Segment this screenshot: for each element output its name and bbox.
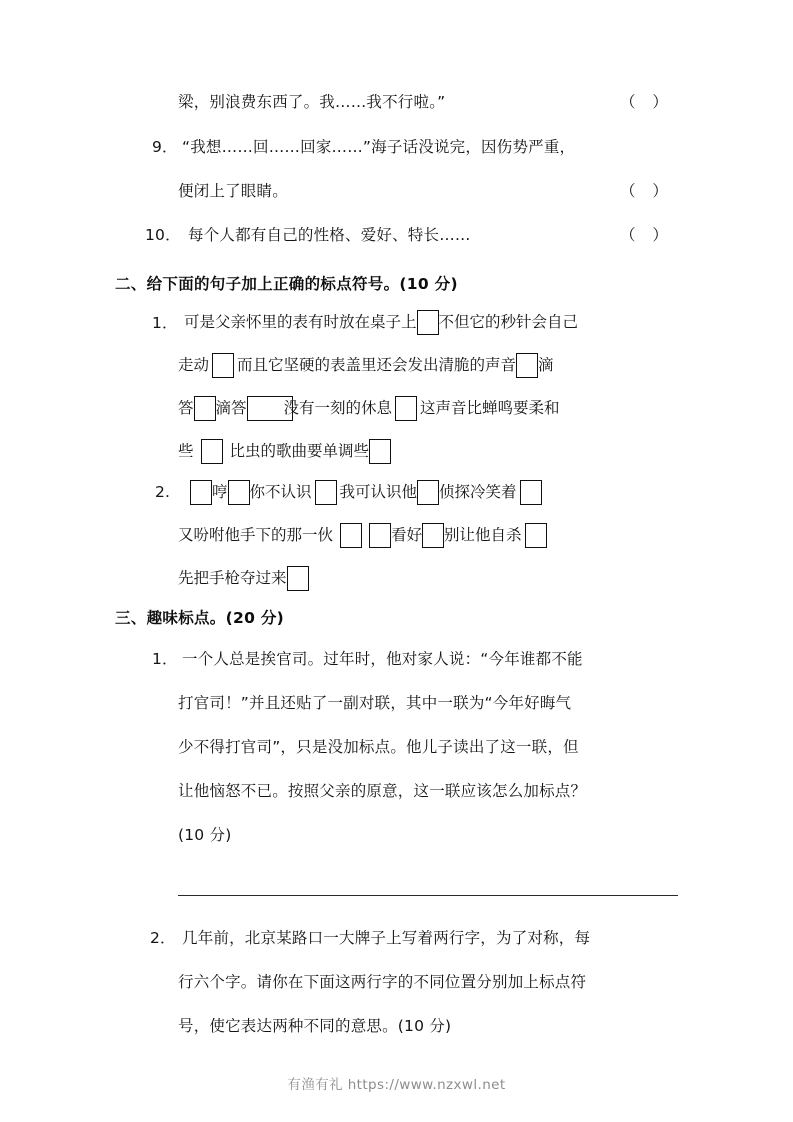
sentence-fragment: 滴答 <box>215 398 247 417</box>
fill-in-line[interactable] <box>178 523 550 548</box>
punctuation-answer-box[interactable] <box>315 480 337 505</box>
punctuation-answer-box[interactable] <box>190 480 212 505</box>
sentence-fragment: 些 <box>178 441 194 460</box>
fill-in-line[interactable] <box>178 396 560 421</box>
punctuation-answer-box[interactable] <box>194 396 216 421</box>
fill-in-line[interactable] <box>178 480 545 505</box>
sentence-fragment: 又吩咐他手下的那一伙 <box>178 525 334 544</box>
question-number: 1． <box>152 314 178 332</box>
question-text: 行六个字。请你在下面这两行字的不同位置分别加上标点符 <box>178 973 587 991</box>
sentence-fragment: 你不认识 <box>249 482 312 501</box>
judge-paren: （ ） <box>620 93 674 111</box>
question-number: 2. <box>155 483 171 501</box>
question-text: 号，使它表达两种不同的意思。(10 分) <box>178 1017 452 1035</box>
punctuation-answer-box[interactable] <box>520 480 542 505</box>
punctuation-answer-box[interactable] <box>212 353 234 378</box>
sentence-fragment: 答 <box>178 398 194 417</box>
carryover-line: 梁，别浪费东西了。我……我不行啦。” <box>178 93 446 111</box>
question-number: 2． <box>150 929 176 947</box>
punctuation-answer-box[interactable] <box>395 396 417 421</box>
punctuation-answer-box[interactable] <box>287 566 309 591</box>
judge-paren: （ ） <box>620 226 674 244</box>
punctuation-answer-box[interactable] <box>201 439 223 464</box>
punctuation-answer-box[interactable] <box>228 480 250 505</box>
punctuation-answer-box[interactable] <box>369 523 391 548</box>
section-two-heading: 二、给下面的句子加上正确的标点符号。(10 分) <box>115 275 458 293</box>
section-three-heading: 三、趣味标点。(20 分) <box>115 609 285 627</box>
punctuation-answer-box[interactable] <box>516 353 538 378</box>
sentence-fragment: 哼 <box>212 482 228 501</box>
sentence-fragment: 侦探冷笑着 <box>439 482 517 501</box>
sentence-fragment: 不但它的秒针会自己 <box>438 312 579 331</box>
answer-rule[interactable] <box>178 895 678 896</box>
question-number: 9． <box>152 138 178 156</box>
sentence-fragment: 滴 <box>538 355 554 374</box>
question-text: 便闭上了眼睛。 <box>178 182 288 200</box>
fill-in-line[interactable] <box>178 439 391 464</box>
fill-in-line[interactable] <box>178 353 554 378</box>
question-text: 一个人总是挨官司。过年时，他对家人说：“今年谁都不能 <box>182 650 583 668</box>
question-text: 每个人都有自己的性格、爱好、特长…… <box>188 226 471 244</box>
sentence-fragment: 别让他自杀 <box>444 525 522 544</box>
sentence-fragment: 比虫的歌曲要单调些 <box>229 441 370 460</box>
punctuation-answer-box[interactable] <box>525 523 547 548</box>
question-text: 打官司！”并且还贴了一副对联，其中一联为“今年好晦气 <box>178 694 572 712</box>
judge-paren: （ ） <box>620 182 674 200</box>
fill-in-line[interactable] <box>184 310 578 335</box>
sentence-fragment: 我可认识他 <box>339 482 418 501</box>
sentence-fragment: 走动 <box>178 355 210 374</box>
punctuation-answer-box[interactable] <box>417 480 439 505</box>
question-number: 10． <box>145 226 181 244</box>
question-text: 让他恼怒不已。按照父亲的原意，这一联应该怎么加标点？ <box>178 782 587 800</box>
question-score: (10 分) <box>178 826 232 844</box>
sentence-fragment: 可是父亲怀里的表有时放在桌子上 <box>184 312 417 331</box>
sentence-fragment: 而且它坚硬的表盖里还会发出清脆的声音 <box>237 355 517 374</box>
sentence-fragment: 这声音比蝉鸣要柔和 <box>420 398 560 417</box>
fill-in-line[interactable] <box>178 566 309 591</box>
punctuation-answer-box[interactable] <box>422 523 444 548</box>
question-number: 1． <box>152 650 178 668</box>
sentence-fragment: 看好 <box>391 525 423 544</box>
punctuation-answer-box[interactable] <box>340 523 362 548</box>
question-text: 几年前，北京某路口一大牌子上写着两行字，为了对称，每 <box>182 929 591 947</box>
punctuation-answer-box[interactable] <box>369 439 391 464</box>
sentence-fragment: 没有一刻的休息 <box>283 398 393 417</box>
question-text: “我想……回……回家……”海子话没说完，因伤势严重， <box>182 138 576 156</box>
footer-watermark: 有渔有礼 https://www.nzxwl.net <box>287 1077 506 1093</box>
punctuation-answer-box[interactable] <box>417 310 439 335</box>
question-text: 少不得打官司”，只是没加标点。他儿子读出了这一联，但 <box>178 738 579 756</box>
sentence-fragment: 先把手枪夺过来 <box>178 568 287 587</box>
